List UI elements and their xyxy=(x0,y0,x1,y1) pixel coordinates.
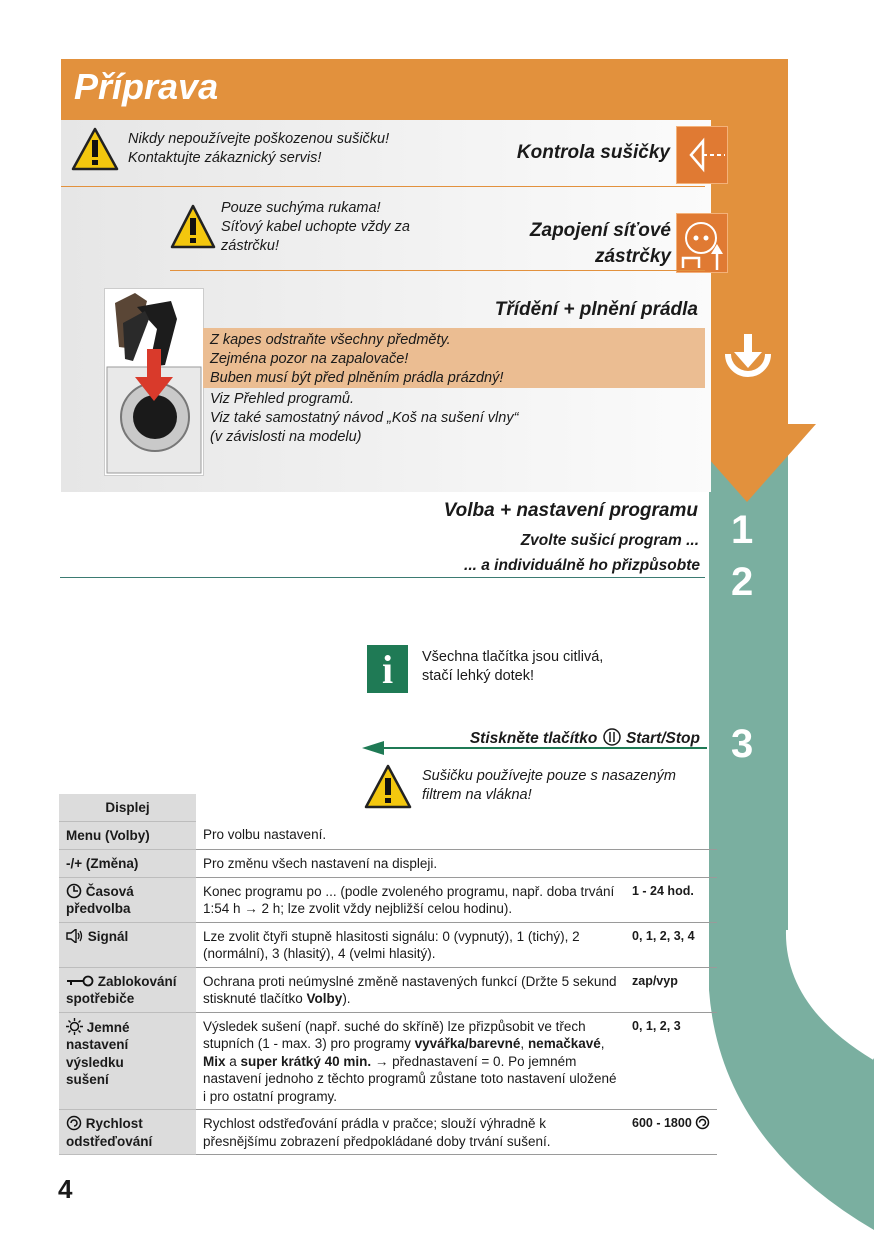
speaker-icon xyxy=(66,929,84,943)
row-desc: Výsledek sušení (např. suché do skříně) lze přizpůsobit ve třech stupních (1 - max. 3) pro programy vyvářka/barevné, nemačkavé, Mix a super krátký 40 min. → přednastavení = 0. Po jemném nastavení jednoho z těchto programů zůstane toto nastavení uložené i pro ostatní programy. xyxy=(196,1012,625,1110)
table-row xyxy=(59,849,717,877)
sort-note: Viz Přehled programů. Viz také samostatný návod „Koš na sušení vlny“ (v závislosti na modelu) xyxy=(210,391,519,445)
row-value xyxy=(625,821,717,849)
row-desc: Rychlost odstřeďování prádla v pračce; slouží výhradně k přesnějšímu zobrazení předpokládané doby trvání sušení. xyxy=(196,1110,625,1155)
start-stop-icon xyxy=(602,727,622,747)
start-instruction: Stiskněte tlačítko Start/Stop xyxy=(400,727,700,748)
plug-warning: Pouze suchýma rukama! Síťový kabel uchopte vždy za zástrčku! xyxy=(221,200,410,254)
row-label: Signál xyxy=(59,922,196,967)
divider xyxy=(60,577,705,578)
table-row xyxy=(59,1012,717,1110)
row-value: 0, 1, 2, 3 xyxy=(625,1012,717,1110)
warning-icon xyxy=(170,203,216,251)
row-value: 1 - 24 hod. xyxy=(625,877,717,922)
divider xyxy=(61,186,705,187)
page-title: Příprava xyxy=(74,66,219,107)
info-note: Všechna tlačítka jsou citlivá, stačí lehký dotek! xyxy=(422,649,604,684)
warning-icon xyxy=(71,126,119,172)
clock-icon xyxy=(66,883,82,899)
table-row xyxy=(59,821,717,849)
sort-heading: Třídění + plnění prádla xyxy=(494,299,698,320)
dryer-check-icon xyxy=(676,126,728,184)
power-plug-icon xyxy=(676,213,728,273)
row-value: 600 - 1800 xyxy=(625,1110,717,1155)
key-icon xyxy=(66,975,94,987)
table-header: Displej xyxy=(59,794,196,821)
row-label: Jemné nastavení výsledku sušení xyxy=(59,1012,196,1110)
row-desc: Pro volbu nastavení. xyxy=(196,821,625,849)
check-warning: Nikdy nepoužívejte poškozenou sušičku! Kontaktujte zákaznický servis! xyxy=(128,131,390,166)
table-row xyxy=(59,967,717,1012)
step-number: 3 xyxy=(731,722,754,766)
step-number: 2 xyxy=(731,560,754,604)
row-value: 0, 1, 2, 3, 4 xyxy=(625,922,717,967)
step-number: 1 xyxy=(731,508,754,552)
row-value: zap/vyp xyxy=(625,967,717,1012)
step1-text: Zvolte sušicí program ... xyxy=(520,532,699,549)
row-label: Rychlost odstřeďování xyxy=(59,1110,196,1155)
row-label: Časová předvolba xyxy=(59,877,196,922)
pointer-arrow-icon xyxy=(362,740,386,756)
divider xyxy=(170,270,705,271)
table-row xyxy=(59,877,717,922)
filter-warning: Sušičku používejte pouze s nasazeným filtrem na vlákna! xyxy=(422,768,676,803)
row-desc: Lze zvolit čtyři stupně hlasitosti signálu: 0 (vypnutý), 1 (tichý), 2 (normální), 3 (hlasitý), 4 (velmi hlasitý). xyxy=(196,922,625,967)
row-desc: Konec programu po ... (podle zvoleného programu, např. doba trvání 1:54 h → 2 h; lze zvolit vždy nejbližší celou hodinu). xyxy=(196,877,625,922)
table-row xyxy=(59,922,717,967)
table-row xyxy=(59,1110,717,1155)
row-label: Zablokování spotřebiče xyxy=(59,967,196,1012)
plug-heading: Zapojení síťové zástrčky xyxy=(529,220,671,267)
sun-icon xyxy=(66,1018,83,1035)
row-desc: Pro změnu všech nastavení na displeji. xyxy=(196,849,625,877)
row-label: -/+ (Změna) xyxy=(59,849,196,877)
spin-icon xyxy=(66,1115,82,1131)
page-number: 4 xyxy=(58,1174,73,1204)
step2-text: ... a individuálně ho přizpůsobte xyxy=(464,557,700,574)
row-desc: Ochrana proti neúmyslné změně nastavených funkcí (Držte 5 sekund stisknuté tlačítko Volby). xyxy=(196,967,625,1012)
laundry-illustration xyxy=(104,288,204,476)
display-table xyxy=(59,794,717,1155)
spin-icon xyxy=(695,1115,710,1130)
load-arrow-icon xyxy=(722,330,774,386)
info-icon: i xyxy=(367,645,408,693)
program-heading: Volba + nastavení programu xyxy=(443,500,698,521)
check-heading: Kontrola sušičky xyxy=(516,142,670,163)
sort-highlight-text: Z kapes odstraňte všechny předměty. Zejména pozor na zapalovače! Buben musí být před plněním prádla prázdný! xyxy=(210,332,504,386)
row-value xyxy=(625,849,717,877)
row-label: Menu (Volby) xyxy=(59,821,196,849)
